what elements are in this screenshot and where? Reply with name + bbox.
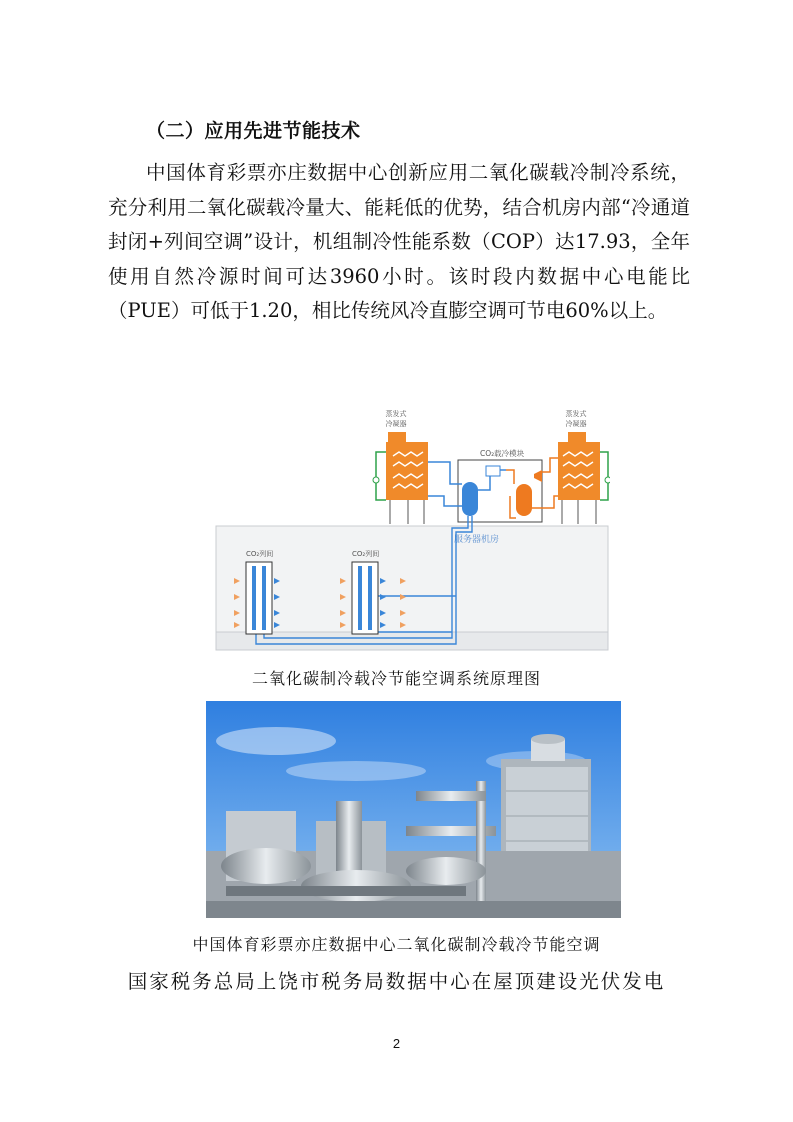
right-condenser xyxy=(558,409,600,524)
right-condenser-label-2: 冷凝器 xyxy=(565,420,587,428)
photo-caption: 中国体育彩票亦庄数据中心二氧化碳制冷载冷节能空调 xyxy=(192,935,601,954)
body-paragraph xyxy=(108,156,690,329)
paragraph-text: 中国体育彩票亦庄数据中心创新应用二氧化碳载冷制冷系统，充分利用二氧化碳载冷量大、能耗低的优势，结合机房内部“冷通道封闭+列间空调”设计，机组制冷性能系数（COP）达17.93，全年使用自然冷源时间可达3960小时。该时段内数据中心电能比（PUE）可低于1.20，相比传统风冷直膨空调可节电60%以上。 xyxy=(108,161,690,322)
co2-cooling-schematic xyxy=(210,400,610,652)
continuation-text: 国家税务总局上饶市税务局数据中心在屋顶建设光伏发电 xyxy=(127,970,666,993)
blue-circuit xyxy=(428,462,506,516)
orange-circuit xyxy=(506,458,558,518)
module-label: CO₂载冷模块 xyxy=(480,449,525,458)
column-label-1: CO₂列间 xyxy=(246,550,274,558)
diagram-caption: 二氧化碳制冷载冷节能空调系统原理图 xyxy=(251,669,541,688)
equipment-photo xyxy=(206,701,621,918)
left-condenser-label-2: 冷凝器 xyxy=(385,420,407,428)
column-label-2: CO₂列间 xyxy=(352,550,380,558)
room-label: 服务器机房 xyxy=(454,535,500,545)
left-condenser xyxy=(386,409,429,524)
right-condenser-label-1: 蒸发式 xyxy=(565,410,587,418)
page-number: 2 xyxy=(392,1036,401,1051)
section-heading: （二）应用先进节能技术 xyxy=(146,120,361,142)
left-condenser-label-1: 蒸发式 xyxy=(385,410,407,418)
